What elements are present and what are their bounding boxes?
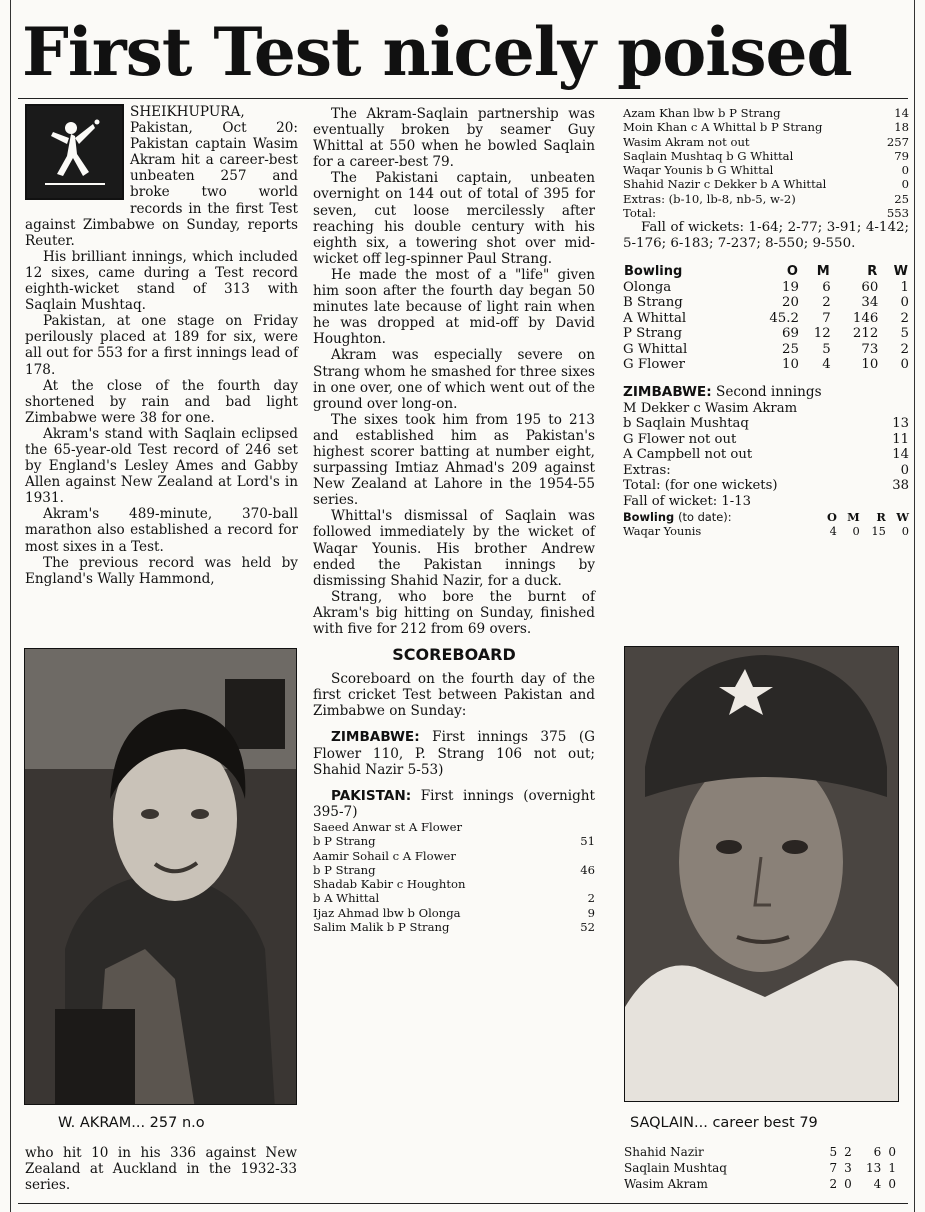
wickets: 0 <box>888 1145 896 1159</box>
overs-header: O <box>786 263 798 279</box>
runs: 146 <box>852 310 879 326</box>
bowler-name: P Strang <box>623 326 682 342</box>
zimbabwe-second-innings-heading <box>623 384 909 400</box>
overs: 2 <box>829 1177 838 1191</box>
batsman-line: G Flower not out <box>623 431 737 447</box>
headline: First Test nicely poised <box>22 13 852 91</box>
batsman-line: Shadab Kabir c Houghton <box>313 877 466 892</box>
pakistan-first-innings-text: First innings (overnight 395-7) <box>313 787 595 820</box>
overs: 20 <box>782 295 799 311</box>
bowler-name: G Flower <box>623 357 685 372</box>
extras-row <box>623 463 909 479</box>
bowling-row <box>623 342 909 357</box>
fall-of-wicket: Fall of wicket: 1-13 <box>623 494 752 510</box>
scoreboard-heading: SCOREBOARD <box>392 645 516 665</box>
runs: 0 <box>901 163 909 178</box>
wickets: 2 <box>900 310 909 326</box>
maidens: 0 <box>844 1177 852 1191</box>
article-paragraph: He made the most of a "life" given him soon after the fourth day began 50 minutes late because of light rain when he was dropped at mid-off by David Houghton. <box>313 266 595 348</box>
runs: 212 <box>852 326 879 342</box>
batting-row <box>623 120 909 134</box>
batsman-line: M Dekker c Wasim Akram <box>623 400 798 416</box>
overs: 19 <box>782 279 799 295</box>
runs: 14 <box>894 106 909 120</box>
article-paragraph: The sixes took him from 195 to 213 and established him as Pakistan's highest scorer batting at number eight, surpassing Imtiaz Ahmad's 209 against New Zealand at Lahore in the 1954-55 series. <box>313 411 595 509</box>
pakistan-batting-list <box>313 820 595 934</box>
total-label: Total: (for one wickets) <box>623 478 778 494</box>
runs: 9 <box>587 905 595 920</box>
second-innings-title: Second innings <box>716 384 822 401</box>
maidens: 0 <box>852 523 860 538</box>
bowling-row <box>623 357 909 372</box>
maidens: 4 <box>822 357 831 372</box>
pakistan-first-innings <box>313 788 595 820</box>
maidens: 2 <box>822 295 831 311</box>
runs: 14 <box>892 447 909 463</box>
article-paragraph: Strang, who bore the burnt of Akram's big hitting on Sunday, finished with five for 212 from 69 overs. <box>313 588 595 637</box>
batting-row <box>623 447 909 463</box>
dismissal-line: b P Strang <box>313 834 376 849</box>
bowling-row <box>623 280 909 295</box>
wickets: 0 <box>900 295 909 311</box>
wickets-header: W <box>893 263 908 279</box>
maidens: 2 <box>844 1145 852 1159</box>
runs: 18 <box>894 120 909 135</box>
overs: 7 <box>829 1161 838 1175</box>
wickets: 2 <box>900 341 909 357</box>
article-paragraph: Akram's stand with Saqlain eclipsed the 65-year-old Test record of 246 set by England's Lesley Ames and Gabby Allen against New Zealand at Lord's in 1931. <box>25 425 298 507</box>
maidens: 7 <box>822 310 831 326</box>
runs: 0 <box>901 177 909 192</box>
maidens: 12 <box>813 326 831 342</box>
runs: 79 <box>894 148 909 163</box>
total-label: Total: <box>623 206 656 221</box>
extras-label: Extras: <box>623 462 671 478</box>
batsman-line: A Campbell not out <box>623 447 753 463</box>
article-column-3 <box>623 106 909 538</box>
zimbabwe-first-innings-text: First innings 375 (G Flower 110, P. Strang 106 not out; Shahid Nazir 5-53) <box>313 729 595 778</box>
batsman-line: Waqar Younis b G Whittal <box>623 163 774 178</box>
headline-rule <box>18 98 908 99</box>
akram-photo <box>24 648 297 1105</box>
article-paragraph: Akram's 489-minute, 370-ball marathon also established a record for most sixes in a Test. <box>25 506 298 555</box>
wickets: 5 <box>900 326 909 342</box>
maidens: 3 <box>844 1161 852 1175</box>
zimbabwe-label: ZIMBABWE: <box>623 384 712 401</box>
batting-row <box>313 820 595 849</box>
dismissal-line: b A Whittal <box>313 891 380 906</box>
bowling-header-row <box>623 263 909 280</box>
article-column-1 <box>25 104 298 587</box>
runs: 60 <box>861 279 879 295</box>
dateline-paragraph: SHEIKHUPURA, Pakistan, Oct 20: Pakistan captain Wasim Akram hit a career-best unbeaten 257 and broke two world records in the first Test against Zimbabwe on Sunday, reports Reuter. <box>25 104 298 249</box>
batting-row <box>623 432 909 448</box>
saqlain-photo <box>624 646 899 1102</box>
bowler-name: A Whittal <box>623 310 687 326</box>
bowler-name: G Whittal <box>623 341 688 357</box>
bowling-header <box>623 510 819 524</box>
runs: 46 <box>580 862 595 877</box>
runs: 51 <box>580 834 595 849</box>
bowler-name: B Strang <box>623 295 683 311</box>
zimbabwe-label: ZIMBABWE: <box>331 729 420 746</box>
batting-row <box>313 906 595 920</box>
batsman-line: Ijaz Ahmad lbw b Olonga <box>313 905 461 920</box>
article-paragraph: Akram was especially severe on Strang whom he smashed for three sixes in one over, one of which went out of the ground over long-on. <box>313 347 596 412</box>
wickets: 1 <box>888 1161 896 1175</box>
runs: 52 <box>580 920 595 935</box>
runs: 38 <box>892 478 909 494</box>
article-paragraph: who hit 10 in his 336 against New Zealand at Auckland in the 1932-33 series. <box>25 1145 297 1193</box>
runs-header: R <box>876 509 886 524</box>
wickets: 0 <box>900 357 909 372</box>
batsman-line: Moin Khan c A Whittal b P Strang <box>623 120 823 135</box>
bowler-name: Waqar Younis <box>623 523 702 538</box>
batting-row <box>623 135 909 149</box>
runs: 4 <box>873 1177 882 1191</box>
batsman-line: Saeed Anwar st A Flower <box>313 819 462 834</box>
bowling-row <box>623 311 909 326</box>
article-paragraph: Pakistan, at one stage on Friday perilously placed at 189 for six, were all out for 553 for a first innings lead of 178. <box>25 313 298 378</box>
zimbabwe-first-innings <box>313 729 595 777</box>
article-paragraph: His brilliant innings, which included 12 sixes, came during a Test record eighth-wicket stand of 313 with Saqlain Mushtaq. <box>25 248 298 314</box>
batsman-line: Salim Malik b P Strang <box>313 920 450 935</box>
runs: 257 <box>886 134 909 149</box>
bowling-label: Bowling <box>623 509 675 524</box>
dismissal-line: b P Strang <box>313 862 376 877</box>
right-column-rule <box>914 0 915 1212</box>
overs: 4 <box>829 523 837 538</box>
page-bottom-rule <box>18 1203 908 1204</box>
to-date-label: (to date): <box>678 509 732 524</box>
bowling-row <box>623 326 909 341</box>
bowler-name: Wasim Akram <box>624 1177 708 1191</box>
batting-row <box>623 416 909 432</box>
overs: 69 <box>782 326 799 342</box>
runs: 15 <box>871 523 886 538</box>
runs: 2 <box>587 891 595 906</box>
overs: 25 <box>782 341 799 357</box>
wickets: 0 <box>888 1177 896 1191</box>
bowling-row <box>624 1144 896 1160</box>
article-paragraph: The Pakistani captain, unbeaten overnight on 144 out of total of 395 for seven, cut loose mercilessly after reaching his double century with his eighth six, a towering shot over mid-wicket off leg-spinner Paul Strang. <box>313 170 595 267</box>
batting-row <box>623 149 909 163</box>
article-paragraph: At the close of the fourth day shortened by rain and bad light Zimbabwe were 38 for one. <box>25 377 298 426</box>
overs: 10 <box>782 357 799 372</box>
bowler-name: Shahid Nazir <box>624 1145 704 1159</box>
maidens: 5 <box>822 341 831 357</box>
bowling-header: Bowling <box>624 263 683 279</box>
runs: 553 <box>886 206 909 221</box>
article-column-2 <box>313 106 595 934</box>
left-column-rule <box>10 0 11 1212</box>
runs: 6 <box>873 1145 882 1159</box>
batsman-line: Shahid Nazir c Dekker b A Whittal <box>623 177 827 192</box>
bowling-row <box>623 295 909 310</box>
article-paragraph: Whittal's dismissal of Saqlain was followed immediately by the wicket of Waqar Younis. His brother Andrew ended the Pakistan innings by dismissing Shahid Nazir, for a duck. <box>313 508 595 589</box>
runs: 13 <box>865 1161 882 1175</box>
cricket-bowler-icon <box>25 104 124 200</box>
overs: 5 <box>829 1145 838 1159</box>
akram-photo-caption: W. AKRAM... 257 n.o <box>58 1115 205 1131</box>
pakistan-bowling-table <box>623 263 909 373</box>
overs: 45.2 <box>769 310 799 326</box>
runs: 0 <box>900 462 909 478</box>
runs: 34 <box>861 295 879 311</box>
total-row <box>623 478 909 494</box>
batsman-line: Aamir Sohail c A Flower <box>313 848 456 863</box>
runs: 10 <box>861 357 879 372</box>
scoreboard-intro: Scoreboard on the fourth day of the first cricket Test between Pakistan and Zimbabwe on Sunday: <box>313 671 595 720</box>
maidens-header: M <box>816 263 830 279</box>
saqlain-photo-caption: SAQLAIN... career best 79 <box>630 1115 818 1131</box>
batting-row <box>313 920 595 934</box>
bowler-name: Olonga <box>623 279 672 295</box>
batting-row <box>623 106 909 120</box>
runs-header: R <box>867 263 878 279</box>
pakistan-bowlers-zim-second-innings <box>624 1144 896 1192</box>
bowling-row <box>623 524 909 538</box>
overs-header: O <box>826 509 837 524</box>
batsman-line: Saqlain Mushtaq b G Whittal <box>623 148 794 163</box>
runs: 11 <box>892 431 909 447</box>
runs: 13 <box>892 416 909 432</box>
bowler-name: Saqlain Mushtaq <box>624 1161 727 1175</box>
fall-of-wickets: Fall of wickets: 1-64; 2-77; 3-91; 4-142; 5-176; 6-183; 7-237; 8-550; 9-550. <box>623 220 909 252</box>
pakistan-batting-continued <box>623 106 909 220</box>
extras-row <box>623 192 909 206</box>
bowling-header-row <box>623 510 909 524</box>
batsman-line: b Saqlain Mushtaq <box>623 416 749 432</box>
batting-row <box>313 877 595 906</box>
maidens-header: M <box>847 509 860 524</box>
zimbabwe-bowling-table <box>623 510 909 538</box>
total-row <box>623 206 909 220</box>
article-paragraph: The previous record was held by England's Wally Hammond, <box>25 554 298 587</box>
article-paragraph: The Akram-Saqlain partnership was eventually broken by seamer Guy Whittal at 550 when he bowled Saqlain for a career-best 79. <box>313 106 595 171</box>
maidens: 6 <box>822 279 831 295</box>
bowling-row <box>624 1160 896 1176</box>
wickets-header: W <box>896 509 909 524</box>
zimbabwe-second-innings-batting <box>623 401 909 510</box>
runs: 73 <box>861 341 879 357</box>
bowling-row <box>624 1176 896 1192</box>
runs: 25 <box>894 191 909 206</box>
wickets: 1 <box>900 279 909 295</box>
extras-label: Extras: (b-10, lb-8, nb-5, w-2) <box>623 191 796 206</box>
batting-row <box>623 177 909 191</box>
pakistan-label: PAKISTAN: <box>331 787 412 804</box>
batsman-line: Azam Khan lbw b P Strang <box>623 106 781 120</box>
batting-row <box>623 163 909 177</box>
batting-row <box>313 849 595 878</box>
article-continuation <box>25 1145 297 1193</box>
wickets: 0 <box>901 523 909 538</box>
batsman-line: Wasim Akram not out <box>623 134 750 149</box>
